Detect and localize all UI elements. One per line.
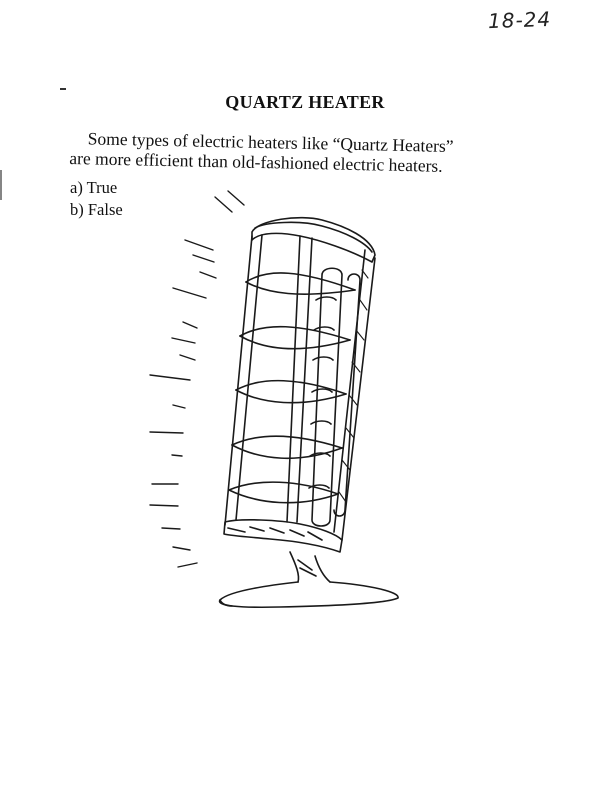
choice-b-text: False: [87, 200, 123, 219]
choice-b[interactable]: [70, 199, 123, 221]
choice-a-text: True: [86, 178, 118, 197]
page-number: 18-24: [487, 6, 552, 34]
question-line-2: are more efficient than old-fashioned electric heaters.: [69, 147, 443, 176]
question-line-1: Some types of electric heaters like “Quartz Heaters”: [87, 128, 454, 157]
scan-mark: [60, 88, 66, 90]
choice-b-letter: b): [70, 200, 84, 219]
heater-stand: [220, 552, 399, 607]
answer-choices: [70, 177, 123, 221]
choice-a[interactable]: [70, 177, 123, 199]
page-title: QUARTZ HEATER: [225, 92, 385, 112]
choice-a-letter: a): [70, 178, 83, 197]
quartz-heater-drawing-icon: [140, 185, 440, 615]
heat-lines: [150, 191, 244, 567]
question-text: [69, 128, 570, 178]
scan-mark: [0, 170, 2, 200]
